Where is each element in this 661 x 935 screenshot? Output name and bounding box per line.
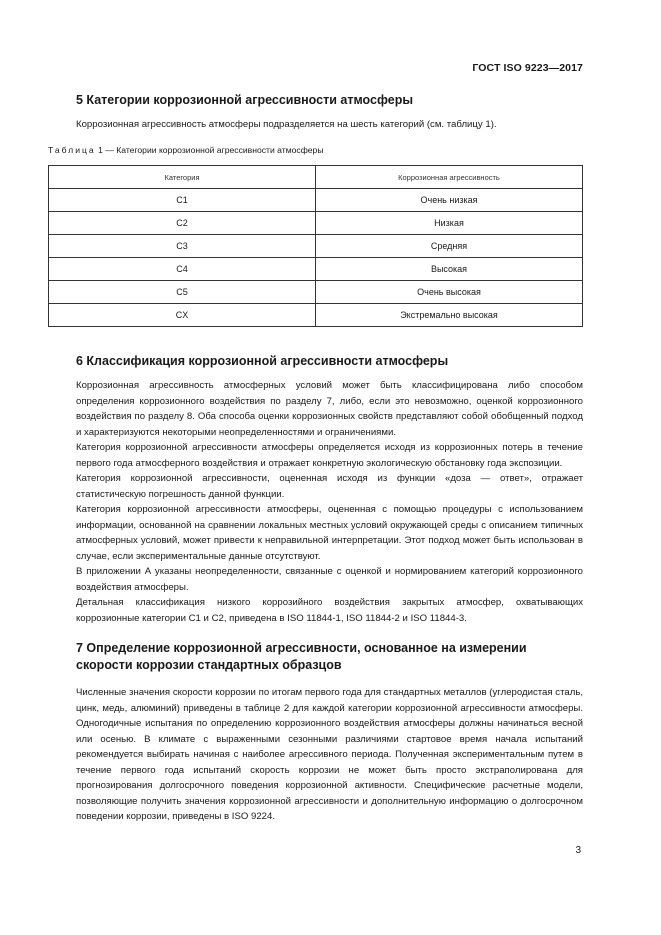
- table-cell-category: C5: [49, 281, 316, 304]
- table-row: [49, 189, 583, 212]
- table-cell-aggressiveness: Высокая: [316, 258, 583, 281]
- section-5-intro-text: Коррозионная агрессивность атмосферы подразделяется на шесть категорий (см. таблицу 1).: [76, 119, 497, 130]
- table-cell-aggressiveness: Очень высокая: [316, 281, 583, 304]
- column-header-aggressiveness: Коррозионная агрессивность: [316, 166, 583, 189]
- table-cell-category: C2: [49, 212, 316, 235]
- section-6-paragraph: Коррозионная агрессивность атмосферных условий может быть классифицирована либо способом определения коррозионного воздействия по разделу 7, либо, если это невозможно, оценкой коррозионного воздействия по разделу 8. Оба способа оценки коррозионных свойств представляют собой обобщенный подход и характеризуются некоторыми неопределенностями и ограничениями.: [76, 380, 583, 438]
- table-row: [49, 304, 583, 327]
- section-7-body: [76, 685, 583, 825]
- table-1-caption: [48, 145, 324, 155]
- section-5-intro: [76, 117, 583, 133]
- table-row: [49, 258, 583, 281]
- page-number: 3: [575, 845, 581, 856]
- table-cell-category: C3: [49, 235, 316, 258]
- table-header-row: [49, 166, 583, 189]
- table-row: [49, 235, 583, 258]
- section-6-title: 6 Классификация коррозионной агрессивности атмосферы: [76, 354, 449, 368]
- column-header-category: Категория: [49, 166, 316, 189]
- section-7-title-line-2: скорости коррозии стандартных образцов: [76, 658, 342, 672]
- table-cell-aggressiveness: Экстремально высокая: [316, 304, 583, 327]
- table-cell-category: CX: [49, 304, 316, 327]
- section-6-paragraph: Категория коррозионной агрессивности атмосферы определяется исходя из коррозионных потерь в течение первого года атмосферного воздействия и отражает конкретную экологическую обстановку года экспозиции.: [76, 442, 583, 469]
- table-cell-aggressiveness: Низкая: [316, 212, 583, 235]
- section-7-title-line-1: 7 Определение коррозионной агрессивности, основанное на измерении: [76, 641, 527, 655]
- section-6-paragraph: В приложении А указаны неопределенности, связанные с оценкой и нормированием категорий коррозионного воздействия атмосферы.: [76, 566, 583, 593]
- section-6-paragraph: Категория коррозионной агрессивности, оцененная исходя из функции «доза — ответ», отражает статистическую погрешность данной функции.: [76, 473, 583, 500]
- table-row: [49, 281, 583, 304]
- table-cell-aggressiveness: Очень низкая: [316, 189, 583, 212]
- table-row: [49, 212, 583, 235]
- category-table: [48, 165, 583, 327]
- section-7-paragraph: Численные значения скорости коррозии по итогам первого года для стандартных металлов (углеродистая сталь, цинк, медь, алюминий) приведены в таблице 2 для каждой категории коррозионной агрессивности атмосферы. Одногодичные испытания по определению коррозионного воздействия атмосферы должны начинаться весной или осенью. В климате с выраженными сезонными различиями стартовое время начала испытаний рекомендуется выбирать начиная с наиболее агрессивного периода. Полученная экспериментальным путем в течение первого года испытаний скорость коррозии не может быть просто экстраполирована для прогнозирования долгосрочного поведения коррозионной активности. Специфические расчетные модели, позволяющие получить значения коррозионной агрессивности и дополнительную информацию о долгосрочном поведении коррозии, приведены в ISO 9224.: [76, 687, 583, 822]
- section-5-title: 5 Категории коррозионной агрессивности атмосферы: [76, 93, 413, 107]
- table-cell-category: C4: [49, 258, 316, 281]
- table-caption-text: 1 — Категории коррозионной агрессивности атмосферы: [98, 145, 324, 155]
- standard-header: ГОСТ ISO 9223—2017: [472, 62, 583, 74]
- table-cell-aggressiveness: Средняя: [316, 235, 583, 258]
- table-cell-category: C1: [49, 189, 316, 212]
- table-caption-label: Таблица: [48, 145, 96, 155]
- section-6-body: [76, 378, 583, 626]
- section-6-paragraph: Категория коррозионной агрессивности атмосферы, оцененная с помощью процедуры с использованием информации, основанной на сравнении локальных местных условий окружающей среды с описанием типичных атмосферных условий, может привести к неправильной интерпретации. Этот подход может быть использован в случае, если экспериментальные данные отсутствуют.: [76, 504, 583, 562]
- section-6-paragraph: Детальная классификация низкого коррозийного воздействия закрытых атмосфер, охватывающих коррозионные категории С1 и С2, приведена в ISO 11844-1, ISO 11844-2 и ISO 11844-3.: [76, 597, 583, 624]
- section-7-title: [76, 640, 586, 674]
